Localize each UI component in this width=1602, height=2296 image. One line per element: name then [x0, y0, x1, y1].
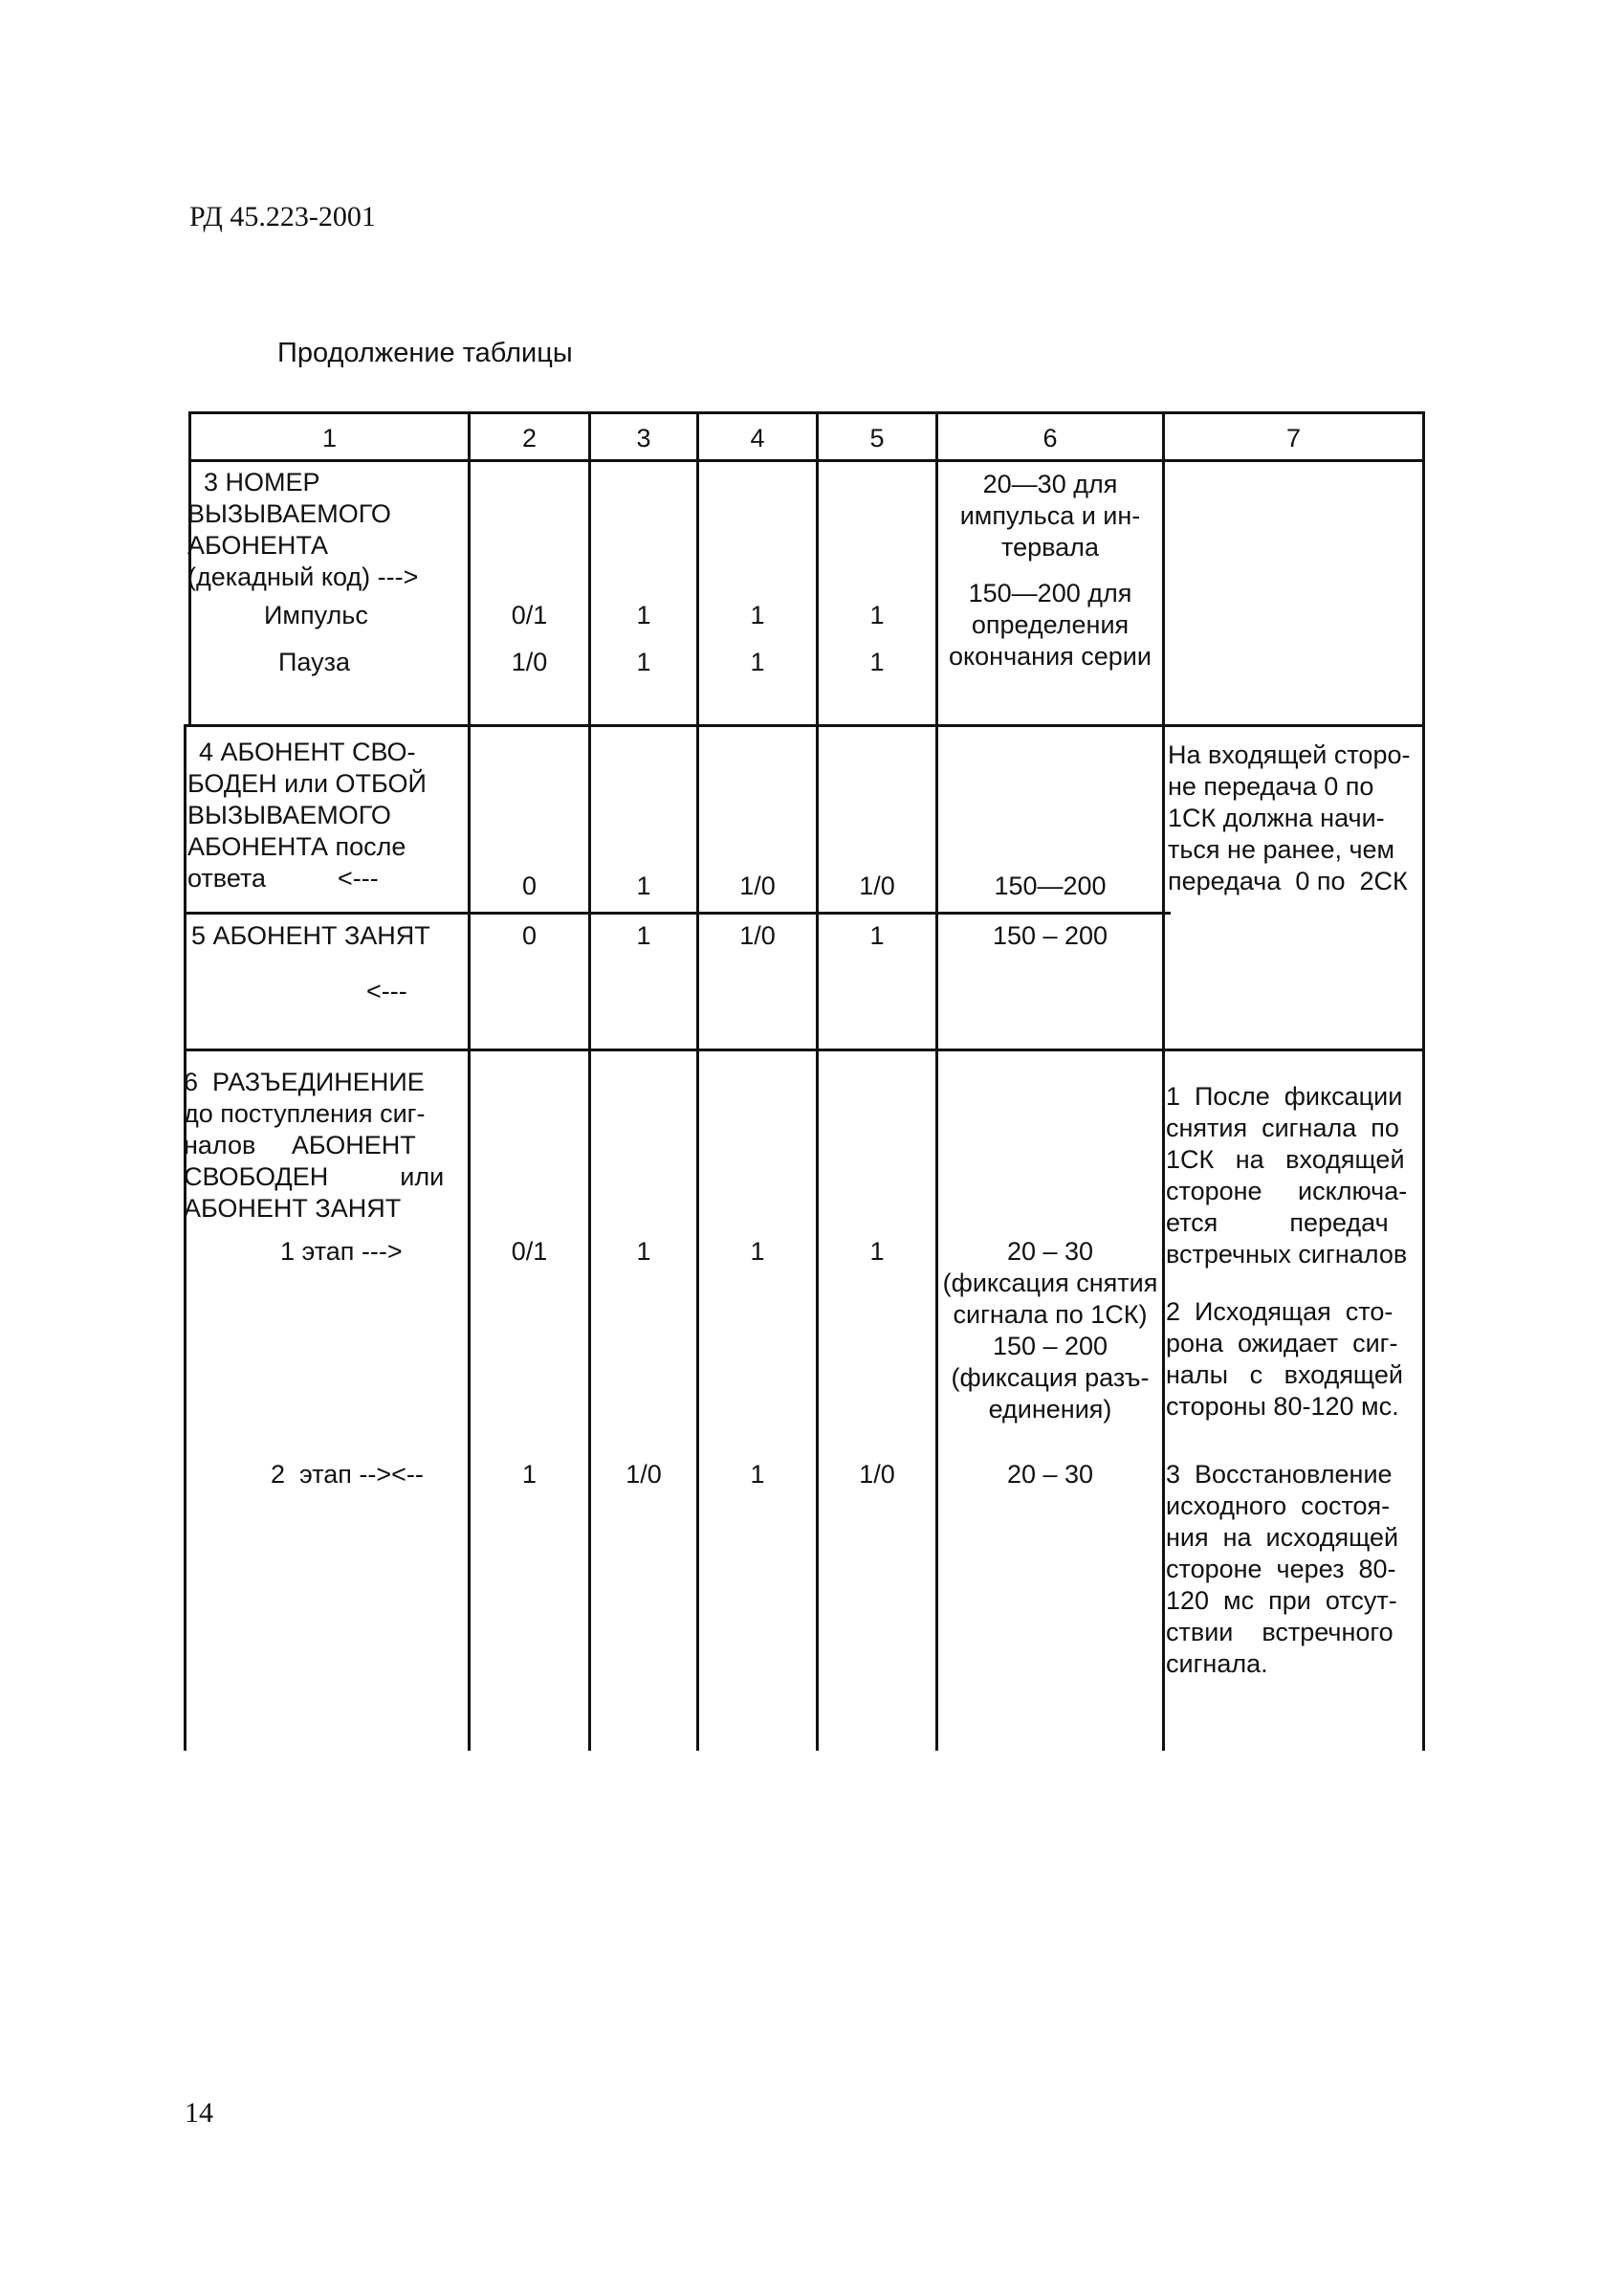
stage1-label: 1 этап --->: [280, 1237, 403, 1266]
row-divider: [186, 912, 1171, 915]
col-line-left: [184, 724, 187, 1751]
row6-note3: 120 мс при отсут-: [1166, 1586, 1397, 1615]
row4-c7: 1СК должна начи-: [1168, 804, 1385, 832]
row6-title: 6 РАЗЪЕДИНЕНИЕ: [184, 1068, 425, 1096]
row4-c3: 1: [636, 872, 651, 900]
stage1-c5: 1: [869, 1237, 885, 1266]
stage1-c6: (фиксация разъ-: [951, 1363, 1150, 1392]
impulse-label: Импульс: [264, 601, 368, 629]
stage2-c3: 1/0: [625, 1460, 662, 1489]
pause-c4: 1: [750, 648, 765, 676]
row3-c6: импульса и ин-: [959, 501, 1141, 530]
row5-c4: 1/0: [739, 921, 776, 950]
row5-c6: 150 – 200: [992, 921, 1108, 950]
row4-c7: На входящей сторо-: [1168, 740, 1411, 769]
row6-note1: стороне исключа-: [1166, 1177, 1408, 1205]
stage1-c6: сигнала по 1СК): [953, 1300, 1148, 1329]
stage1-c6: единения): [988, 1395, 1112, 1424]
row5-title: 5 АБОНЕНТ ЗАНЯТ: [191, 921, 430, 950]
stage2-c2: 1: [521, 1460, 538, 1489]
row4-c4: 1/0: [739, 872, 776, 900]
row4-title: АБОНЕНТА после: [187, 832, 406, 861]
row4-title: БОДЕН или ОТБОЙ: [187, 769, 427, 798]
row6-note2: стороны 80-120 мс.: [1166, 1392, 1399, 1421]
stage1-c6: 20 – 30: [1006, 1237, 1094, 1266]
header-divider: [188, 459, 1422, 462]
row4-c7: передача 0 по 2СК: [1168, 867, 1408, 895]
header-cell: 2: [521, 424, 538, 453]
row6-note3: стороне через 80-: [1166, 1555, 1396, 1583]
row3-c6: 20—30 для: [982, 470, 1118, 498]
document-code: РД 45.223-2001: [189, 201, 376, 232]
stage1-c6: (фиксация снятия: [942, 1269, 1158, 1297]
col-line-right: [1422, 411, 1425, 1751]
row4-c7: не передача 0 по: [1168, 772, 1374, 801]
header-cell: 4: [750, 424, 765, 453]
row4-c2: 0: [521, 872, 538, 900]
pause-c2: 1/0: [511, 648, 548, 676]
row6-note2: налы с входящей: [1166, 1360, 1403, 1389]
row6-note2: 2 Исходящая сто-: [1166, 1297, 1394, 1326]
row3-c6: тервала: [1001, 533, 1099, 562]
row3-c6: 150—200 для: [968, 579, 1132, 607]
row6-note3: сигнала.: [1166, 1649, 1268, 1678]
table-caption: Продолжение таблицы: [277, 338, 573, 368]
header-cell: 1: [321, 424, 338, 453]
row6-note1: ется передач: [1166, 1208, 1389, 1237]
stage1-c3: 1: [636, 1237, 651, 1266]
impulse-c5: 1: [869, 601, 885, 629]
stage2-c5: 1/0: [859, 1460, 895, 1489]
row6-title: СВОБОДЕН или: [184, 1162, 445, 1191]
row6-note3: ния на исходящей: [1166, 1523, 1399, 1552]
row6-note1: снятия сигнала по: [1166, 1114, 1399, 1142]
stage1-c2: 0/1: [511, 1237, 548, 1266]
row3-c6: определения: [971, 610, 1130, 639]
page-number: 14: [185, 2097, 213, 2129]
row6-title: АБОНЕНТ ЗАНЯТ: [184, 1194, 402, 1223]
header-cell: 5: [869, 424, 885, 453]
stage1-c6: 150 – 200: [992, 1332, 1108, 1360]
col-line-6-7: [1162, 411, 1165, 1751]
row3-title: ВЫЗЫВАЕМОГО: [187, 499, 391, 528]
row3-title: АБОНЕНТА: [187, 531, 329, 560]
row5-c3: 1: [636, 921, 651, 950]
row6-note3: 3 Восстановление: [1166, 1460, 1393, 1489]
row4-title: ВЫЗЫВАЕМОГО: [187, 801, 391, 829]
header-cell: 6: [1042, 424, 1058, 453]
table-border-top: [188, 411, 1422, 414]
header-cell: 3: [636, 424, 651, 453]
header-cell: 7: [1285, 424, 1302, 453]
row-divider: [186, 724, 1425, 727]
stage2-c4: 1: [750, 1460, 765, 1489]
row-divider: [186, 1049, 1425, 1051]
row6-note3: исходного состоя-: [1166, 1491, 1391, 1520]
row3-title: (декадный код) --->: [187, 563, 419, 591]
pause-c5: 1: [869, 648, 885, 676]
row6-title: налов АБОНЕНТ: [184, 1131, 416, 1159]
stage2-label: 2 этап --><--: [271, 1460, 424, 1489]
impulse-c2: 0/1: [511, 601, 548, 629]
stage1-c4: 1: [750, 1237, 765, 1266]
row4-c6: 150—200: [994, 872, 1107, 900]
row5-c2: 0: [521, 921, 538, 950]
pause-label: Пауза: [278, 648, 351, 676]
row4-title: 4 АБОНЕНТ СВО-: [199, 738, 416, 766]
row3-c6: окончания серии: [949, 642, 1152, 671]
row4-title: ответа <---: [187, 864, 379, 893]
stage2-c6: 20 – 30: [1006, 1460, 1094, 1489]
row3-title: 3 НОМЕР: [204, 468, 320, 497]
row6-title: до поступления сиг-: [184, 1099, 426, 1128]
row6-note1: 1СК на входящей: [1166, 1145, 1405, 1174]
row6-note3: ствии встречного: [1166, 1618, 1394, 1646]
impulse-c4: 1: [750, 601, 765, 629]
row5-c5: 1: [869, 921, 885, 950]
row5-arrow: <---: [366, 977, 407, 1005]
row4-c7: ться не ранее, чем: [1168, 835, 1395, 864]
pause-c3: 1: [636, 648, 651, 676]
impulse-c3: 1: [636, 601, 651, 629]
row6-note1: 1 После фиксации: [1166, 1082, 1403, 1111]
row6-note2: рона ожидает сиг-: [1166, 1329, 1398, 1358]
row6-note1: встречных сигналов: [1166, 1240, 1408, 1269]
signal-table: [180, 411, 1425, 1751]
row4-c5: 1/0: [859, 872, 895, 900]
